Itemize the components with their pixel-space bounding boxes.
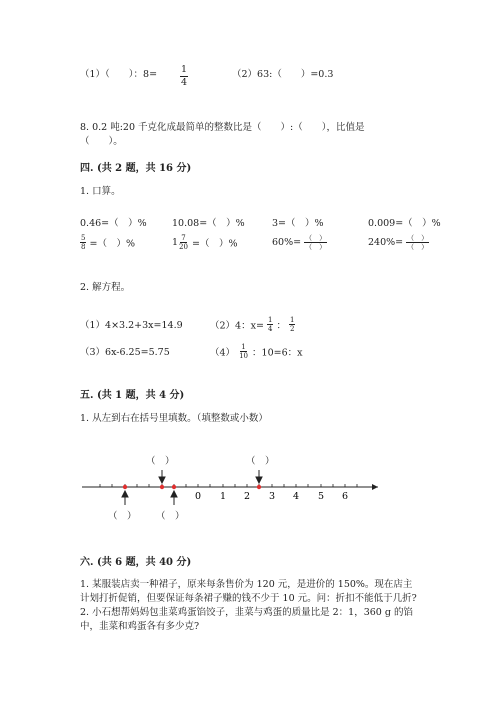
point-b	[160, 485, 164, 489]
tick-label-5: 5	[317, 491, 325, 502]
percent-label: 240%=	[368, 237, 404, 248]
oral-calc-rest: =（ ）%	[89, 238, 135, 250]
oral-calc-rest: =（ ）%	[192, 238, 238, 250]
fraction-numerator: 1	[267, 316, 273, 324]
equation-3: （3）6x-6.25=5.75	[80, 347, 170, 358]
fraction-numerator: 7	[181, 234, 186, 242]
fraction-numerator: 1	[241, 343, 246, 351]
tick-label-1: 1	[219, 491, 227, 502]
number-line-arrowhead	[372, 484, 378, 490]
point-a	[123, 485, 127, 489]
fraction-denominator: 2	[289, 325, 295, 333]
tick-label-2: 2	[243, 491, 251, 502]
fraction-denominator: 8	[81, 243, 86, 251]
number-line-question: 1. 从左到右在括号里填数。（填整数或小数）	[80, 413, 268, 424]
problem-2-line1: 2. 小石想帮妈妈包韭菜鸡蛋馅饺子，韭菜与鸡蛋的质量比是 2：1，360 g 的馅	[80, 607, 413, 618]
fraction-denominator: 4	[181, 77, 188, 88]
oral-calc-item: 0.009=（ ）%	[368, 218, 441, 229]
fraction-denominator: （ ）	[305, 243, 327, 251]
fraction-denominator: 10	[239, 352, 248, 360]
equation-1: （1）4×3.2+3x=14.9	[80, 320, 183, 331]
ratio-colon: ：	[276, 320, 286, 332]
tick-label-3: 3	[268, 491, 276, 502]
section-4-title: 四. (共 2 题，共 16 分)	[80, 163, 192, 174]
fraction-denominator: 4	[267, 325, 273, 333]
question-1-blank: （1）（ ）：8=	[80, 69, 158, 80]
arrow-down-icon	[159, 477, 165, 483]
question-8-line1: 8. 0.2 吨:20 千克化成最简单的整数比是（ ）:（ ），比值是	[80, 122, 365, 133]
equation-title: 2. 解方程。	[80, 282, 131, 293]
section-6-title: 六. (共 6 题，共 40 分)	[80, 557, 192, 568]
question-8-line2: （ ）。	[80, 136, 123, 147]
tick-label-0: 0	[194, 491, 202, 502]
oral-calc-item: 10.08=（ ）%	[172, 218, 245, 229]
fraction-numerator: 1	[289, 316, 295, 324]
fraction-denominator: 20	[179, 243, 188, 251]
equation-text: （4）	[210, 347, 236, 359]
equation-text: ：10=6：x	[252, 347, 303, 359]
blank-top-2: （ ）	[246, 456, 275, 467]
blank-top-1: （ ）	[146, 456, 175, 467]
percent-label: 60%=	[272, 237, 302, 248]
tick-label-4: 4	[292, 491, 300, 502]
mixed-whole: 1	[172, 237, 179, 248]
oral-calc-item: 0.46=（ ）%	[80, 218, 147, 229]
arrow-up-icon	[171, 491, 177, 497]
section-5-title: 五. (共 1 题，共 4 分)	[80, 390, 185, 401]
oral-calc-item: 3=（ ）%	[272, 218, 324, 229]
equation-text: （2）4：x=	[210, 320, 264, 332]
fraction-numerator: （ ）	[305, 234, 327, 242]
fraction-numerator: 5	[81, 234, 86, 242]
tick-label-6: 6	[341, 491, 349, 502]
arrow-up-icon	[122, 491, 128, 497]
arrow-down-icon	[256, 477, 262, 483]
fraction-numerator: （ ）	[407, 234, 429, 242]
blank-bottom-1: （ ）	[108, 511, 137, 522]
fraction-denominator: （ ）	[407, 243, 429, 251]
question-2-blank: （2）63:（ ）=0.3	[232, 69, 334, 80]
problem-1-line2: 计划打折促销，但要保证每条裙子赚的钱不少于 10 元。问：折扣不能低于几折?	[80, 593, 417, 604]
point-c	[172, 485, 176, 489]
point-d	[257, 485, 261, 489]
fraction-numerator: 1	[181, 64, 188, 75]
problem-1-line1: 1. 某服装店卖一种裙子，原来每条售价为 120 元，是进价的 150%。现在店主	[80, 579, 413, 590]
problem-2-line2: 中，韭菜和鸡蛋各有多少克?	[80, 621, 200, 632]
blank-bottom-2: （ ）	[156, 511, 185, 522]
oral-calc-title: 1. 口算。	[80, 186, 121, 197]
